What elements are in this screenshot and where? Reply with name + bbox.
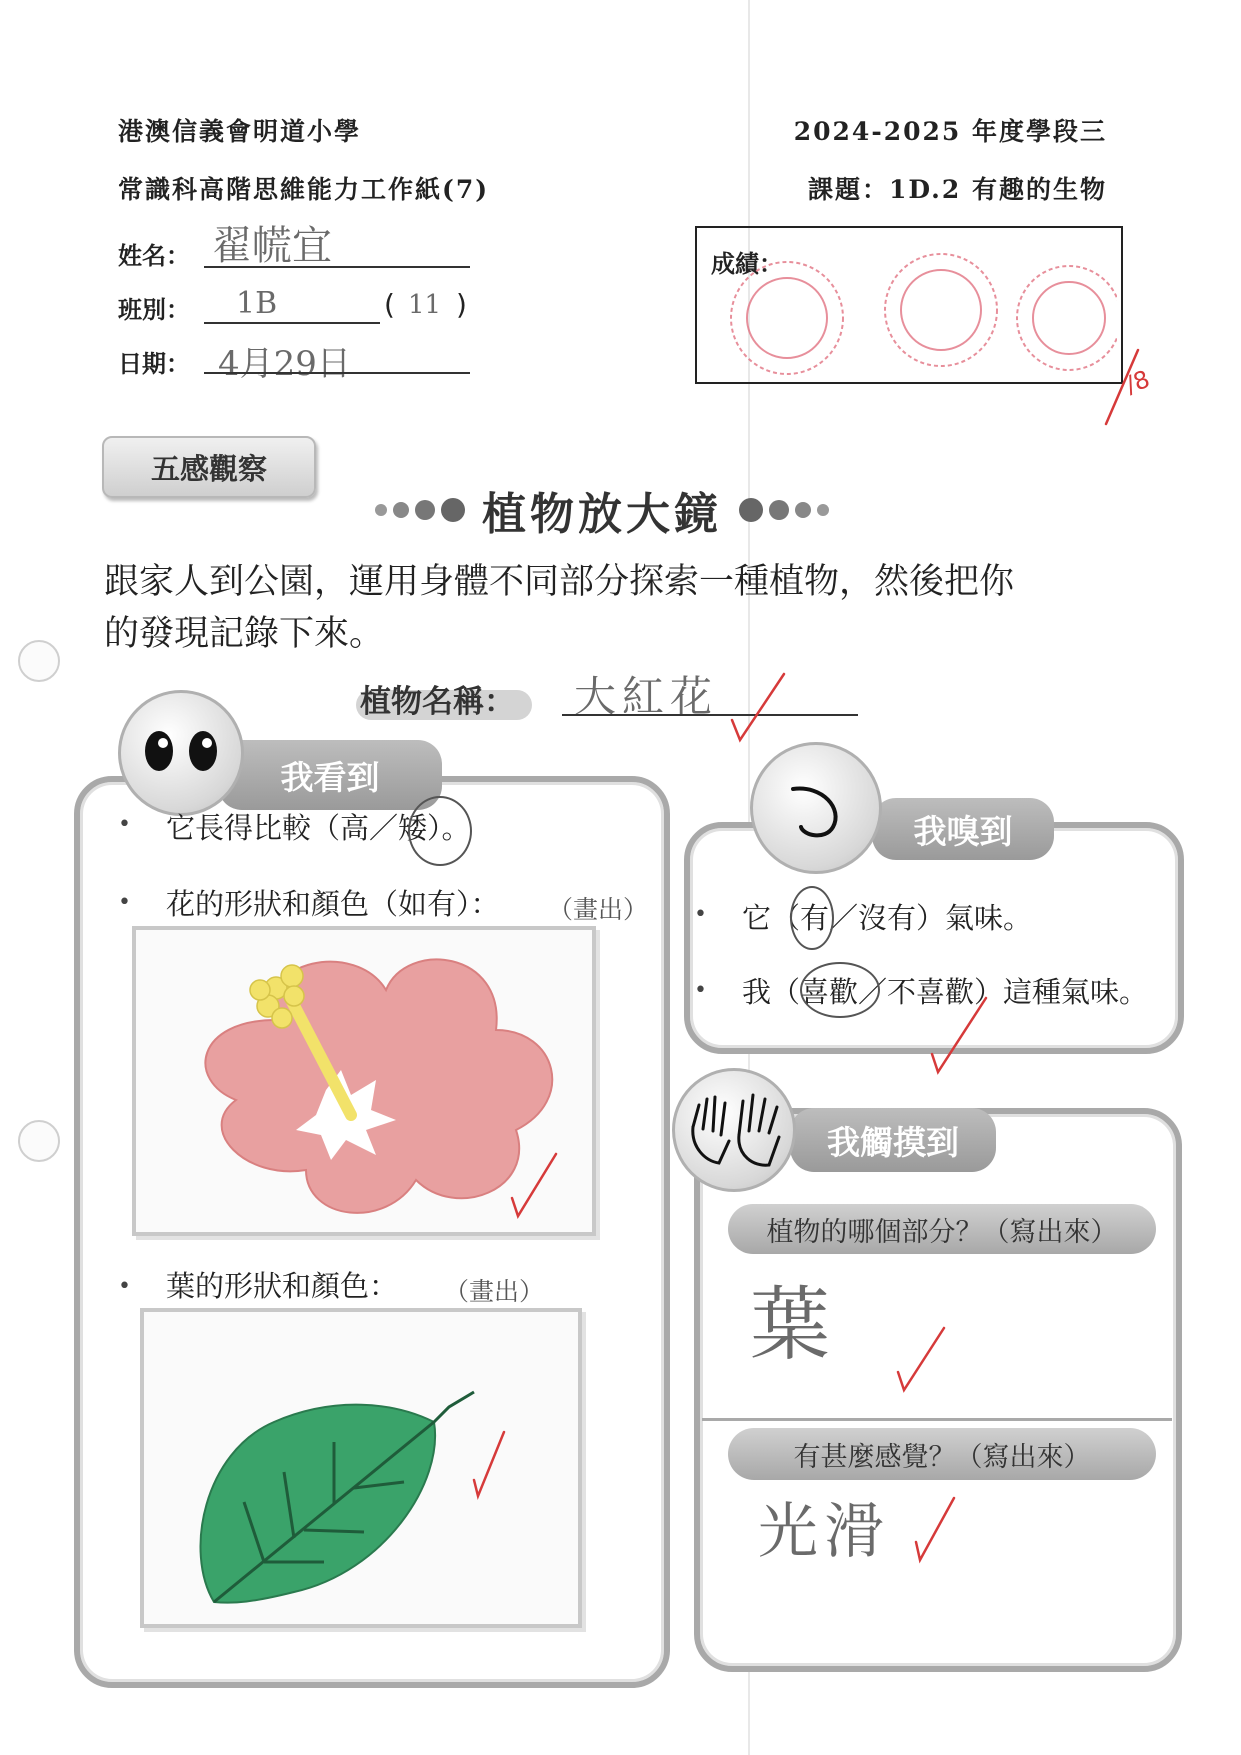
- punch-hole-top: [18, 640, 60, 682]
- bullet: •: [118, 812, 131, 837]
- smell-q1: 它（有／沒有）氣味。: [742, 901, 1033, 935]
- stamp-icon-inner: [747, 278, 827, 358]
- class-no-open: (: [384, 288, 395, 321]
- tick-mark: [892, 1320, 952, 1400]
- dot-decoration: [375, 504, 387, 516]
- punch-hole-bottom: [18, 1120, 60, 1162]
- class-value[interactable]: 1B: [236, 286, 278, 321]
- hands-icon: [672, 1068, 796, 1192]
- tick-mark: [724, 666, 794, 746]
- touch-a1[interactable]: 葉: [750, 1278, 830, 1371]
- plant-name-label: 植物名稱：: [360, 684, 515, 720]
- stamp-group: [707, 248, 1117, 378]
- name-label: 姓名：: [118, 241, 190, 270]
- plant-name-underline: [562, 714, 858, 716]
- circled-answer: [800, 962, 880, 1018]
- section-tag: 五感觀察: [102, 436, 316, 498]
- topic-label: 課題：1D.2 有趣的生物: [808, 175, 1107, 204]
- see-q2-note: （畫出）: [548, 895, 649, 924]
- stamp-icon-inner: [1033, 282, 1105, 354]
- dot-decoration: [739, 498, 763, 522]
- dot-decoration: [769, 500, 789, 520]
- date-label: 日期：: [118, 349, 190, 378]
- touch-q1: 植物的哪個部分？（寫出來）: [728, 1204, 1156, 1254]
- stamp-icon-inner: [901, 270, 981, 350]
- name-value[interactable]: 翟㡛宜: [212, 223, 332, 269]
- touch-label: 我觸摸到: [790, 1108, 996, 1172]
- tick-mark: [470, 1424, 510, 1504]
- leaf-drawing-box[interactable]: [140, 1308, 582, 1628]
- dot-decoration: [441, 498, 465, 522]
- class-label: 班別：: [118, 295, 190, 324]
- touch-q2: 有甚麼感覺？（寫出來）: [728, 1428, 1156, 1480]
- instruction-line: 的發現記錄下來。: [104, 614, 385, 654]
- touch-divider: [702, 1418, 1172, 1421]
- class-underline: [204, 322, 380, 324]
- eyes-icon-svg: [121, 693, 241, 813]
- dot-decoration: [415, 500, 435, 520]
- dot-decoration: [795, 502, 811, 518]
- worksheet-title: 常識科高階思維能力工作紙(7): [118, 175, 490, 204]
- page-title: 植物放大鏡: [482, 489, 722, 540]
- bullet: •: [694, 902, 707, 927]
- see-q2: 花的形狀和顏色（如有）：: [166, 887, 500, 921]
- date-underline: [204, 372, 470, 374]
- see-q3: 葉的形狀和顏色：: [166, 1269, 399, 1303]
- smell-q2: 我（喜歡／不喜歡）這種氣味。: [742, 975, 1149, 1009]
- nose-icon: [750, 742, 882, 874]
- see-q3-note: （畫出）: [444, 1277, 545, 1306]
- term-label: 2024-2025 年度學段三: [793, 117, 1107, 146]
- circled-answer: [790, 886, 834, 950]
- dot-decoration: [393, 502, 409, 518]
- eyes-icon: [118, 690, 244, 816]
- instructions: [104, 556, 1124, 660]
- smell-label: 我嗅到: [872, 798, 1054, 860]
- class-no-value[interactable]: 11: [408, 290, 442, 320]
- bullet: •: [694, 978, 707, 1003]
- bullet: •: [118, 890, 131, 915]
- title-row: [372, 478, 832, 542]
- tick-mark: [910, 1490, 960, 1570]
- plant-name-value[interactable]: 大紅花: [574, 672, 719, 721]
- instruction-line: 跟家人到公園，運用身體不同部分探索一種植物，然後把你: [104, 562, 1015, 602]
- bullet: •: [118, 1274, 131, 1299]
- name-underline: [204, 266, 470, 268]
- dot-decoration: [817, 504, 829, 516]
- see-q1: 它長得比較（高／矮）。: [166, 811, 471, 845]
- class-no-close: ): [456, 288, 467, 321]
- leaf-drawing: [144, 1312, 578, 1624]
- tick-mark: [926, 990, 996, 1080]
- nose-icon-svg: [753, 745, 879, 871]
- circled-answer: [408, 796, 472, 866]
- hands-icon-svg: [675, 1071, 793, 1189]
- score-box: [695, 226, 1123, 384]
- touch-a2[interactable]: 光滑: [758, 1497, 890, 1567]
- date-value[interactable]: 4月29日: [218, 344, 351, 384]
- score-label: 成績：: [711, 249, 783, 278]
- score-slash: [1098, 340, 1148, 430]
- score-mark: /8: [1121, 364, 1154, 400]
- school-name: 港澳信義會明道小學: [118, 117, 362, 146]
- see-label: 我看到: [218, 740, 442, 810]
- tick-mark: [506, 1146, 566, 1226]
